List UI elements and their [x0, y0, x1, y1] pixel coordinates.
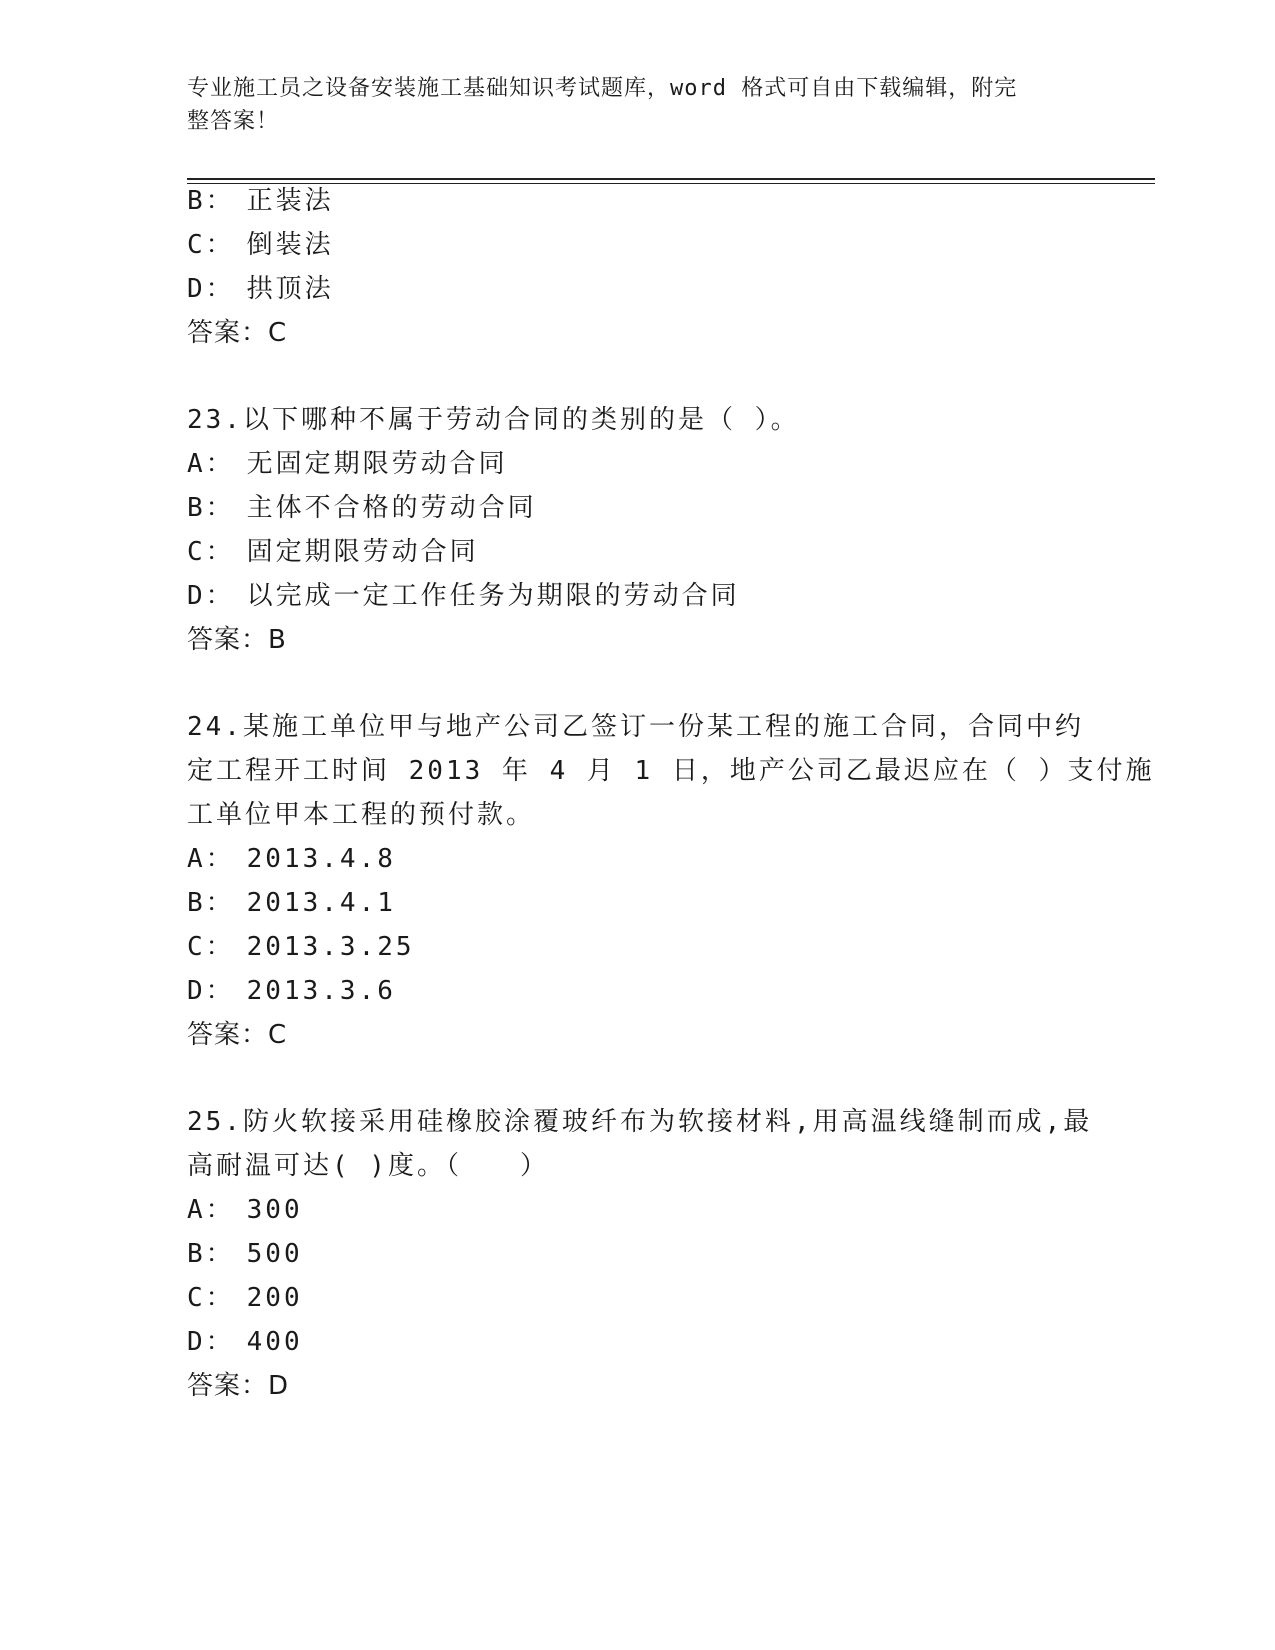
- option-a: [187, 836, 396, 882]
- option-letter: D：: [187, 1327, 235, 1357]
- option-text: 500: [246, 1239, 303, 1269]
- option-b: [187, 1231, 303, 1277]
- option-d: [187, 1319, 303, 1365]
- option-text: 2013.3.6: [246, 976, 396, 1006]
- option-text: 倒装法: [246, 230, 334, 260]
- option-b: [187, 485, 537, 531]
- option-c: [187, 529, 479, 575]
- option-text: 固定期限劳动合同: [246, 537, 479, 567]
- option-letter: C：: [187, 1283, 235, 1313]
- option-text: 2013.3.25: [246, 932, 415, 962]
- option-letter: D：: [187, 274, 235, 304]
- option-letter: A：: [187, 1195, 235, 1225]
- option-text: 拱顶法: [246, 274, 334, 304]
- option-letter: C：: [187, 537, 235, 567]
- question-24-stem-line-2: 定工程开工时间 2013 年 4 月 1 日，地产公司乙最迟应在（ ）支付施: [187, 756, 1155, 786]
- answer-line: 答案：C: [187, 1020, 288, 1050]
- option-letter: D：: [187, 976, 235, 1006]
- option-a: [187, 1187, 303, 1233]
- option-c: [187, 1275, 303, 1321]
- question-24-stem-line-1: 24.某施工单位甲与地产公司乙签订一份某工程的施工合同，合同中约: [187, 712, 1084, 742]
- option-letter: B：: [187, 493, 235, 523]
- option-text: 2013.4.8: [246, 844, 396, 874]
- option-text: 200: [246, 1283, 303, 1313]
- question-25-stem-line-1: 25.防火软接采用硅橡胶涂覆玻纤布为软接材料,用高温线缝制而成,最: [187, 1107, 1093, 1137]
- option-letter: B：: [187, 1239, 235, 1269]
- answer-line: 答案：C: [187, 318, 288, 348]
- option-d: [187, 573, 740, 619]
- option-c: [187, 222, 334, 268]
- option-letter: A：: [187, 449, 235, 479]
- question-25-stem-line-2: 高耐温可达( )度。（ ）: [187, 1151, 549, 1181]
- option-text: 2013.4.1: [246, 888, 396, 918]
- option-text: 300: [246, 1195, 303, 1225]
- header-title-line-1: 专业施工员之设备安装施工基础知识考试题库，word 格式可自由下载编辑，附完: [187, 76, 1018, 101]
- option-text: 以完成一定工作任务为期限的劳动合同: [246, 581, 740, 611]
- option-b: [187, 880, 396, 926]
- option-letter: D：: [187, 581, 235, 611]
- option-letter: B：: [187, 186, 235, 216]
- option-letter: C：: [187, 932, 235, 962]
- document-header: [187, 72, 1087, 138]
- option-letter: C：: [187, 230, 235, 260]
- answer-line: 答案：D: [187, 1371, 290, 1401]
- option-d: [187, 266, 334, 312]
- option-b: [187, 178, 334, 224]
- question-24-stem-line-3: 工单位甲本工程的预付款。: [187, 800, 536, 830]
- answer-line: 答案：B: [187, 625, 287, 655]
- option-text: 无固定期限劳动合同: [246, 449, 508, 479]
- option-letter: B：: [187, 888, 235, 918]
- option-text: 正装法: [246, 186, 334, 216]
- option-d: [187, 968, 396, 1014]
- option-text: 400: [246, 1327, 303, 1357]
- question-23-stem: 23.以下哪种不属于劳动合同的类别的是（ ）。: [187, 405, 800, 435]
- option-letter: A：: [187, 844, 235, 874]
- option-a: [187, 441, 508, 487]
- option-text: 主体不合格的劳动合同: [246, 493, 537, 523]
- header-title-line-2: 整答案！: [187, 109, 280, 134]
- option-c: [187, 924, 415, 970]
